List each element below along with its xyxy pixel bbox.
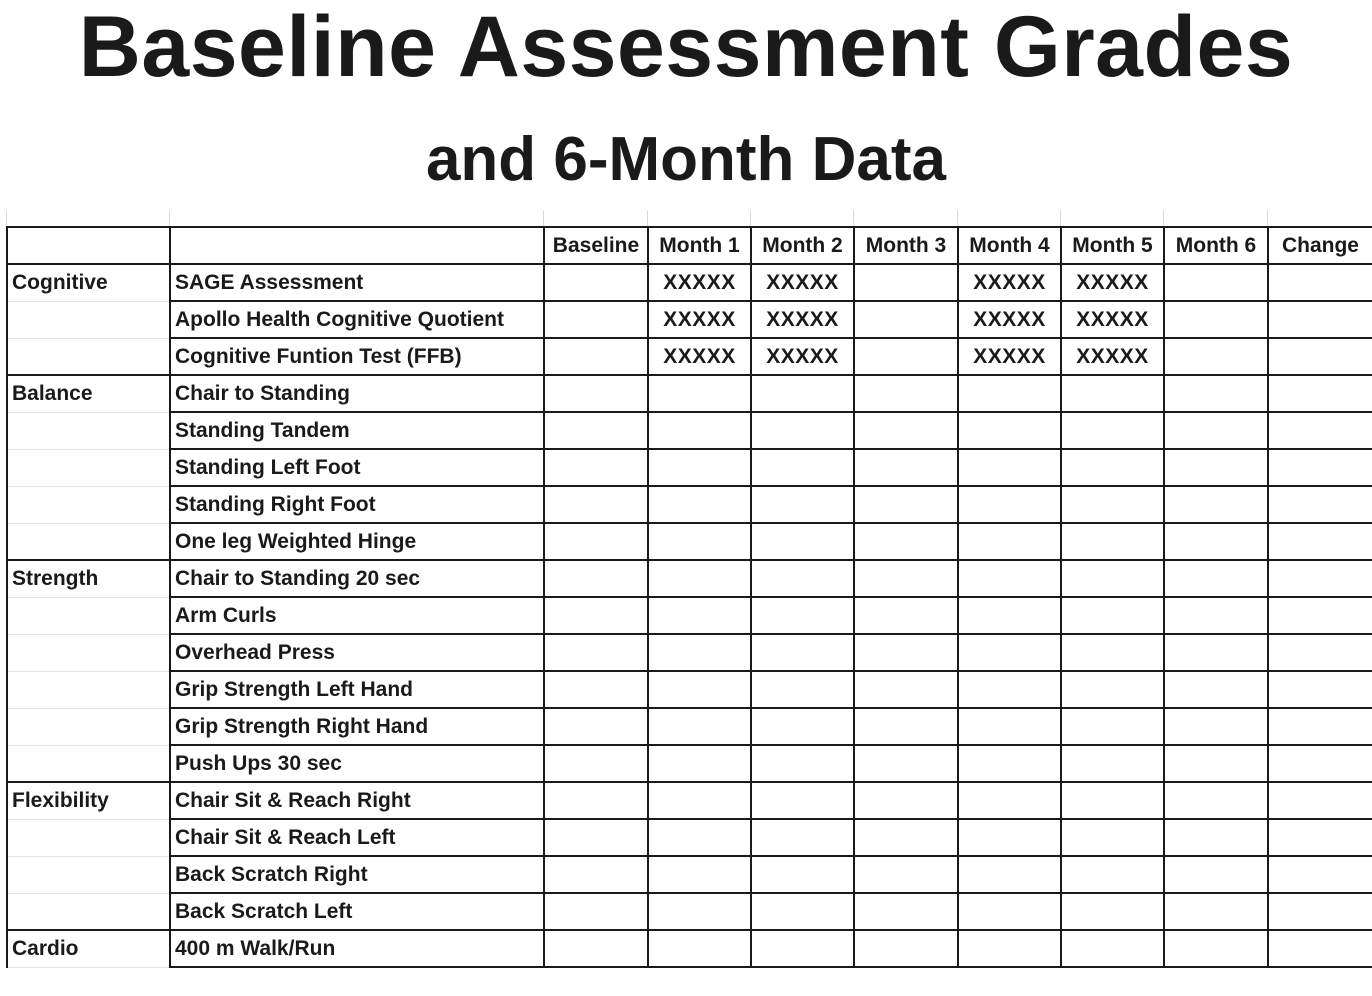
test-name-cell[interactable]: Standing Tandem: [170, 412, 544, 449]
value-cell[interactable]: XXXXX: [958, 301, 1061, 338]
test-name-cell[interactable]: Overhead Press: [170, 634, 544, 671]
category-cell[interactable]: [7, 856, 170, 893]
value-cell[interactable]: [854, 412, 958, 449]
value-cell[interactable]: [544, 523, 648, 560]
table-row: [7, 782, 1372, 819]
value-cell[interactable]: [1164, 560, 1268, 597]
category-cell[interactable]: [7, 486, 170, 523]
category-cell[interactable]: [7, 449, 170, 486]
table-row: [7, 523, 1372, 560]
value-cell[interactable]: XXXXX: [958, 264, 1061, 301]
table-row: [7, 856, 1372, 893]
value-cell[interactable]: [854, 893, 958, 930]
value-cell[interactable]: [958, 634, 1061, 671]
value-cell[interactable]: [1268, 856, 1372, 893]
value-cell[interactable]: [854, 745, 958, 782]
value-cell[interactable]: [751, 856, 854, 893]
header-test-cell[interactable]: [170, 227, 544, 264]
test-name-cell[interactable]: Back Scratch Right: [170, 856, 544, 893]
value-cell[interactable]: [544, 708, 648, 745]
category-cell[interactable]: [7, 301, 170, 338]
table-row: [7, 930, 1372, 967]
value-cell[interactable]: [1061, 634, 1164, 671]
value-cell[interactable]: [1164, 301, 1268, 338]
value-cell[interactable]: [1061, 523, 1164, 560]
category-cell[interactable]: Strength: [7, 560, 170, 597]
value-cell[interactable]: [544, 671, 648, 708]
value-cell[interactable]: XXXXX: [1061, 338, 1164, 375]
value-cell[interactable]: [1164, 486, 1268, 523]
value-cell[interactable]: [751, 375, 854, 412]
column-header[interactable]: Month 4: [958, 227, 1061, 264]
value-cell[interactable]: [751, 486, 854, 523]
value-cell[interactable]: [1268, 449, 1372, 486]
value-cell[interactable]: [1268, 412, 1372, 449]
value-cell[interactable]: [1268, 745, 1372, 782]
value-cell[interactable]: [1164, 412, 1268, 449]
table-row: [7, 264, 1372, 301]
value-cell[interactable]: [544, 782, 648, 819]
value-cell[interactable]: [854, 671, 958, 708]
value-cell[interactable]: [1061, 819, 1164, 856]
value-cell[interactable]: [1268, 782, 1372, 819]
table-row: [7, 301, 1372, 338]
value-cell[interactable]: [751, 449, 854, 486]
value-cell[interactable]: [1268, 560, 1372, 597]
value-cell[interactable]: [648, 893, 751, 930]
header-row: [7, 227, 1372, 264]
column-header[interactable]: Month 3: [854, 227, 958, 264]
gridline-strip: [6, 210, 1372, 226]
value-cell[interactable]: [854, 486, 958, 523]
value-cell[interactable]: [544, 634, 648, 671]
table-row: [7, 671, 1372, 708]
table-row: [7, 597, 1372, 634]
value-cell[interactable]: [1268, 301, 1372, 338]
value-cell[interactable]: [854, 856, 958, 893]
value-cell[interactable]: [1164, 745, 1268, 782]
value-cell[interactable]: [854, 338, 958, 375]
value-cell[interactable]: [1164, 449, 1268, 486]
value-cell[interactable]: [1164, 523, 1268, 560]
table-row: [7, 449, 1372, 486]
value-cell[interactable]: [751, 745, 854, 782]
table-body: [7, 264, 1372, 967]
value-cell[interactable]: [854, 560, 958, 597]
value-cell[interactable]: XXXXX: [648, 264, 751, 301]
value-cell[interactable]: [544, 301, 648, 338]
value-cell[interactable]: [958, 671, 1061, 708]
table-row: [7, 412, 1372, 449]
value-cell[interactable]: [1268, 375, 1372, 412]
value-cell[interactable]: [1061, 930, 1164, 967]
table-row: [7, 634, 1372, 671]
value-cell[interactable]: [1061, 782, 1164, 819]
value-cell[interactable]: [751, 560, 854, 597]
category-cell[interactable]: [7, 745, 170, 782]
value-cell[interactable]: [1268, 819, 1372, 856]
value-cell[interactable]: [648, 671, 751, 708]
column-header[interactable]: Month 6: [1164, 227, 1268, 264]
category-cell[interactable]: [7, 412, 170, 449]
value-cell[interactable]: [958, 893, 1061, 930]
value-cell[interactable]: [544, 930, 648, 967]
value-cell[interactable]: [544, 597, 648, 634]
value-cell[interactable]: [1164, 782, 1268, 819]
value-cell[interactable]: [544, 893, 648, 930]
value-cell[interactable]: [751, 708, 854, 745]
value-cell[interactable]: [854, 449, 958, 486]
value-cell[interactable]: [1061, 486, 1164, 523]
value-cell[interactable]: [1164, 597, 1268, 634]
test-name-cell[interactable]: Chair to Standing 20 sec: [170, 560, 544, 597]
table-row: [7, 708, 1372, 745]
value-cell[interactable]: [544, 560, 648, 597]
value-cell[interactable]: [1268, 671, 1372, 708]
value-cell[interactable]: [854, 375, 958, 412]
value-cell[interactable]: [648, 375, 751, 412]
column-header[interactable]: Change: [1268, 227, 1372, 264]
test-name-cell[interactable]: Grip Strength Left Hand: [170, 671, 544, 708]
value-cell[interactable]: XXXXX: [751, 264, 854, 301]
value-cell[interactable]: [1164, 671, 1268, 708]
value-cell[interactable]: [1268, 597, 1372, 634]
value-cell[interactable]: [1061, 412, 1164, 449]
value-cell[interactable]: [648, 560, 751, 597]
value-cell[interactable]: [544, 819, 648, 856]
value-cell[interactable]: [958, 449, 1061, 486]
table-row: [7, 819, 1372, 856]
value-cell[interactable]: [648, 634, 751, 671]
value-cell[interactable]: [544, 375, 648, 412]
value-cell[interactable]: [751, 782, 854, 819]
category-cell[interactable]: Balance: [7, 375, 170, 412]
value-cell[interactable]: [648, 412, 751, 449]
value-cell[interactable]: [1164, 338, 1268, 375]
value-cell[interactable]: [544, 449, 648, 486]
value-cell[interactable]: [751, 634, 854, 671]
value-cell[interactable]: [751, 597, 854, 634]
value-cell[interactable]: [854, 930, 958, 967]
value-cell[interactable]: [958, 597, 1061, 634]
value-cell[interactable]: [854, 264, 958, 301]
test-name-cell[interactable]: Standing Left Foot: [170, 449, 544, 486]
page-subtitle: and 6-Month Data: [425, 125, 947, 194]
value-cell[interactable]: [854, 301, 958, 338]
value-cell[interactable]: XXXXX: [648, 301, 751, 338]
value-cell[interactable]: [1061, 449, 1164, 486]
value-cell[interactable]: [1061, 745, 1164, 782]
category-cell[interactable]: [7, 523, 170, 560]
test-name-cell[interactable]: Cognitive Funtion Test (FFB): [170, 338, 544, 375]
value-cell[interactable]: [544, 856, 648, 893]
header-category-cell[interactable]: [7, 227, 170, 264]
value-cell[interactable]: [1268, 338, 1372, 375]
value-cell[interactable]: [1061, 708, 1164, 745]
test-name-cell[interactable]: One leg Weighted Hinge: [170, 523, 544, 560]
test-name-cell[interactable]: Chair to Standing: [170, 375, 544, 412]
test-name-cell[interactable]: Apollo Health Cognitive Quotient: [170, 301, 544, 338]
value-cell[interactable]: XXXXX: [751, 301, 854, 338]
value-cell[interactable]: [751, 930, 854, 967]
value-cell[interactable]: [1164, 375, 1268, 412]
category-cell[interactable]: [7, 708, 170, 745]
value-cell[interactable]: [958, 560, 1061, 597]
test-name-cell[interactable]: Back Scratch Left: [170, 893, 544, 930]
test-name-cell[interactable]: Chair Sit & Reach Right: [170, 782, 544, 819]
test-name-cell[interactable]: Chair Sit & Reach Left: [170, 819, 544, 856]
column-header[interactable]: Baseline: [544, 227, 648, 264]
value-cell[interactable]: [1164, 893, 1268, 930]
value-cell[interactable]: [751, 819, 854, 856]
value-cell[interactable]: XXXXX: [648, 338, 751, 375]
page-title: Baseline Assessment Grades: [78, 0, 1294, 95]
table-row: [7, 560, 1372, 597]
value-cell[interactable]: [958, 930, 1061, 967]
value-cell[interactable]: [648, 819, 751, 856]
value-cell[interactable]: [958, 523, 1061, 560]
value-cell[interactable]: [1268, 523, 1372, 560]
value-cell[interactable]: [1268, 893, 1372, 930]
value-cell[interactable]: [958, 856, 1061, 893]
value-cell[interactable]: [751, 523, 854, 560]
value-cell[interactable]: [544, 412, 648, 449]
category-cell[interactable]: [7, 338, 170, 375]
category-cell[interactable]: Cardio: [7, 930, 170, 967]
value-cell[interactable]: XXXXX: [1061, 264, 1164, 301]
value-cell[interactable]: [1164, 856, 1268, 893]
category-cell[interactable]: [7, 893, 170, 930]
value-cell[interactable]: [854, 634, 958, 671]
value-cell[interactable]: [751, 893, 854, 930]
category-cell[interactable]: [7, 819, 170, 856]
value-cell[interactable]: [1268, 634, 1372, 671]
value-cell[interactable]: [751, 412, 854, 449]
table-row: [7, 745, 1372, 782]
table-row: [7, 375, 1372, 412]
value-cell[interactable]: XXXXX: [751, 338, 854, 375]
table-row: [7, 893, 1372, 930]
value-cell[interactable]: [1268, 264, 1372, 301]
value-cell[interactable]: [1061, 671, 1164, 708]
value-cell[interactable]: [1061, 560, 1164, 597]
value-cell[interactable]: [1164, 264, 1268, 301]
value-cell[interactable]: [1164, 634, 1268, 671]
value-cell[interactable]: [958, 708, 1061, 745]
value-cell[interactable]: XXXXX: [958, 338, 1061, 375]
category-cell[interactable]: [7, 634, 170, 671]
column-header[interactable]: Month 5: [1061, 227, 1164, 264]
test-name-cell[interactable]: 400 m Walk/Run: [170, 930, 544, 967]
value-cell[interactable]: [544, 486, 648, 523]
value-cell[interactable]: [751, 671, 854, 708]
value-cell[interactable]: [648, 745, 751, 782]
category-cell[interactable]: [7, 597, 170, 634]
value-cell[interactable]: [1061, 597, 1164, 634]
value-cell[interactable]: [648, 523, 751, 560]
category-cell[interactable]: [7, 671, 170, 708]
value-cell[interactable]: [544, 338, 648, 375]
table-row: [7, 486, 1372, 523]
test-name-cell[interactable]: Push Ups 30 sec: [170, 745, 544, 782]
value-cell[interactable]: [854, 597, 958, 634]
value-cell[interactable]: [544, 745, 648, 782]
value-cell[interactable]: [544, 264, 648, 301]
value-cell[interactable]: [854, 782, 958, 819]
value-cell[interactable]: [648, 930, 751, 967]
value-cell[interactable]: XXXXX: [1061, 301, 1164, 338]
value-cell[interactable]: [1061, 856, 1164, 893]
value-cell[interactable]: [958, 486, 1061, 523]
category-cell[interactable]: Cognitive: [7, 264, 170, 301]
value-cell[interactable]: [1268, 930, 1372, 967]
value-cell[interactable]: [854, 819, 958, 856]
column-header[interactable]: Month 2: [751, 227, 854, 264]
value-cell[interactable]: [854, 708, 958, 745]
value-cell[interactable]: [1268, 486, 1372, 523]
value-cell[interactable]: [958, 412, 1061, 449]
test-name-cell[interactable]: Standing Right Foot: [170, 486, 544, 523]
value-cell[interactable]: [958, 375, 1061, 412]
table-row: [7, 338, 1372, 375]
value-cell[interactable]: [648, 782, 751, 819]
value-cell[interactable]: [648, 708, 751, 745]
value-cell[interactable]: [648, 486, 751, 523]
value-cell[interactable]: [1061, 893, 1164, 930]
assessment-table: [6, 226, 1372, 968]
test-name-cell[interactable]: SAGE Assessment: [170, 264, 544, 301]
value-cell[interactable]: [648, 597, 751, 634]
value-cell[interactable]: [958, 819, 1061, 856]
test-name-cell[interactable]: Grip Strength Right Hand: [170, 708, 544, 745]
value-cell[interactable]: [1164, 819, 1268, 856]
column-header[interactable]: Month 1: [648, 227, 751, 264]
value-cell[interactable]: [1268, 708, 1372, 745]
value-cell[interactable]: [854, 523, 958, 560]
value-cell[interactable]: [958, 745, 1061, 782]
value-cell[interactable]: [1061, 375, 1164, 412]
value-cell[interactable]: [648, 856, 751, 893]
value-cell[interactable]: [958, 782, 1061, 819]
value-cell[interactable]: [1164, 708, 1268, 745]
value-cell[interactable]: [648, 449, 751, 486]
category-cell[interactable]: Flexibility: [7, 782, 170, 819]
value-cell[interactable]: [1164, 930, 1268, 967]
test-name-cell[interactable]: Arm Curls: [170, 597, 544, 634]
